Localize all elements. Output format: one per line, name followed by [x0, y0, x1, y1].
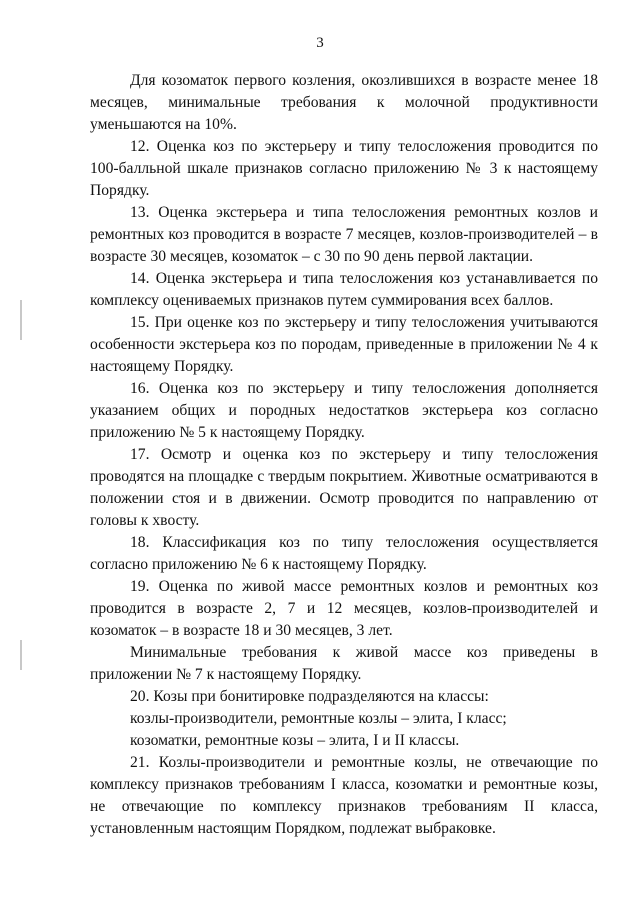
paragraph: 20. Козы при бонитировке подразделяются на классы:	[130, 688, 489, 705]
scan-edge-mark	[20, 300, 22, 340]
list-item: козлы-производители, ремонтные козлы – элита, I класс;	[130, 710, 507, 727]
scan-edge-mark	[20, 640, 22, 670]
paragraph: Для козоматок первого козления, окозлившихся в возрасте менее 18 месяцев, минимальные требования к молочной продуктивности уменьшаются на 10%.	[90, 72, 598, 133]
paragraph: 19. Оценка по живой массе ремонтных козлов и ремонтных коз проводится в возрасте 2, 7 и 12 месяцев, козлов-производителей и козоматок – в возрасте 18 и 30 месяцев, 3 лет.	[90, 578, 598, 639]
paragraph: 16. Оценка коз по экстерьеру и типу телосложения дополняется указанием общих и породных недостатков экстерьера коз согласно приложению № 5 к настоящему Порядку.	[90, 380, 598, 441]
paragraph: 13. Оценка экстерьера и типа телосложения ремонтных козлов и ремонтных коз проводится в возрасте 7 месяцев, козлов-производителей – в возрасте 30 месяцев, козоматок – с 30 по 90 день первой лактации.	[90, 204, 598, 265]
paragraph: 17. Осмотр и оценка коз по экстерьеру и типу телосложения проводятся на площадке с твердым покрытием. Животные осматриваются в положении стоя и в движении. Осмотр проводится по направлению от головы к хвосту.	[90, 446, 598, 529]
paragraph: 21. Козлы-производители и ремонтные козлы, не отвечающие по комплексу признаков требованиям I класса, козоматки и ремонтные козы, не отвечающие по комплексу признаков требованиям II класса, установленным настоящим Порядком, подлежат выбраковке.	[90, 754, 598, 837]
document-body	[90, 70, 598, 840]
paragraph: 18. Классификация коз по типу телосложения осуществляется согласно приложению № 6 к настоящему Порядку.	[90, 534, 598, 573]
paragraph: 15. При оценке коз по экстерьеру и типу телосложения учитываются особенности экстерьера коз по породам, приведенные в приложении № 4 к настоящему Порядку.	[90, 314, 598, 375]
paragraph: 12. Оценка коз по экстерьеру и типу телосложения проводится по 100-балльной шкале признаков согласно приложению № 3 к настоящему Порядку.	[90, 138, 598, 199]
paragraph: 14. Оценка экстерьера и типа телосложения коз устанавливается по комплексу оцениваемых признаков путем суммирования всех баллов.	[90, 270, 598, 309]
page-number: 3	[316, 35, 324, 51]
paragraph: Минимальные требования к живой массе коз приведены в приложении № 7 к настоящему Порядку.	[90, 644, 598, 683]
list-item: козоматки, ремонтные козы – элита, I и II классы.	[130, 732, 460, 749]
